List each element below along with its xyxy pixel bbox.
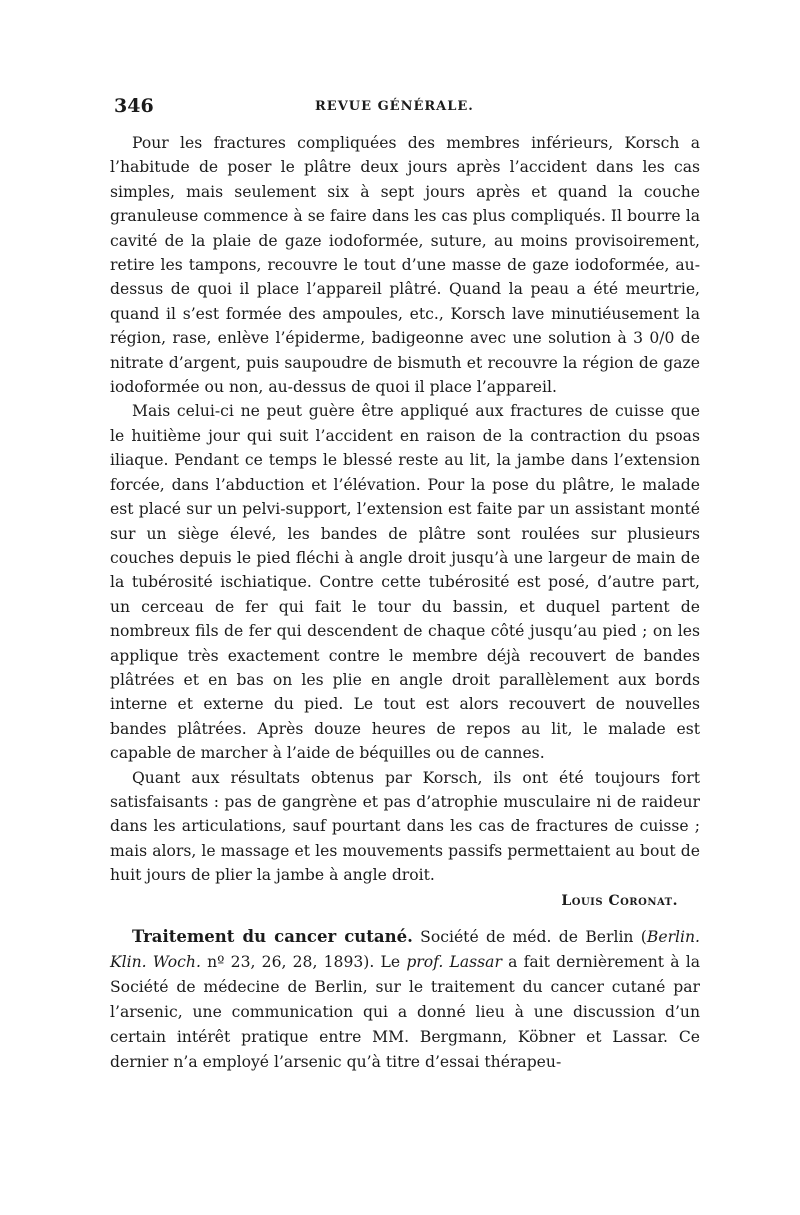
author-signature [110,888,678,914]
speaker-name: Lassar [449,952,502,971]
second-article [110,924,700,1075]
source-lead: Société de méd. de Berlin ( [412,927,647,946]
page-number: 346 [114,95,154,117]
source-issue: nº 23, 26, 28, 1893). Le [200,952,407,971]
source-journal: Berlin. Klin. Woch. [110,927,700,971]
paragraph: Pour les fractures compliquées des membres inférieurs, Korsch a l’habitude de poser le plâtre deux jours après l’accident dans les cas simples, mais seulement six à sept jours après et quand la couche granuleuse commence à se faire dans les cas plus compliqués. Il bourre la cavité de la plaie de gaze iodoformée, suture, au moins provisoirement, retire les tampons, recouvre le tout d’une masse de gaze iodoformée, au-dessus de quoi il place l’appareil plâtré. Quand la peau a été meurtrie, quand il s’est formée des ampoules, etc., Korsch lave minutiéusement la région, rase, enlève l’épiderme, badigeonne avec une solution à 3 0/0 de nitrate d’argent, puis saupoudre de bismuth et recouvre la région de gaze iodoformée ou non, au-dessus de quoi il place l’appareil. [110,134,700,397]
article-title: Traitement du cancer cutané. [132,926,413,946]
page [110,95,700,1075]
article-body [110,131,700,888]
paragraph [110,924,700,1075]
paragraph: Quant aux résultats obtenus par Korsch, ils ont été toujours fort satisfaisants : pas de gangrène et pas d’atrophie musculaire ni de raideur dans les articulations, sauf pourtant dans les cas de fractures de cuisse ; mais alors, le massage et les mouvements passifs permettaient au bout de huit jours de plier la jambe à angle droit. [110,768,700,885]
speaker-title: prof. [406,952,444,971]
paragraph: Mais celui-ci ne peut guère être appliqué aux fractures de cuisse que le huitième jour qui suit l’accident en raison de la contraction du psoas iliaque. Pendant ce temps le blessé reste au lit, la jambe dans l’extension forcée, dans l’abduction et l’élévation. Pour la pose du plâtre, le malade est placé sur un pelvi-support, l’extension est faite par un assistant monté sur un siège élevé, les bandes de plâtre sont roulées sur plusieurs couches depuis le pied fléchi à angle droit jusqu’à une largeur de main de la tubérosité ischiatique. Contre cette tubérosité est posé, d’autre part, un cerceau de fer qui fait le tour du bassin, et duquel partent de nombreux fils de fer qui descendent de chaque côté jusqu’au pied ; on les applique très exactement contre le membre déjà recouvert de bandes plâtrées et en bas on les plie en angle droit parallèlement aux bords interne et externe du pied. Le tout est alors recouvert de nouvelles bandes plâtrées. Après douze heures de repos au lit, le malade est capable de marcher à l’aide de béquilles ou de cannes. [110,402,700,763]
journal-title: REVUE GÉNÉRALE. [315,99,474,114]
author-name: Louis Coronat. [561,892,678,909]
article-text: a fait dernièrement à la Société de médecine de Berlin, sur le traitement du cancer cutané par l’arsenic, une communication qui a donné lieu à une discussion d’un certain intérêt pratique entre MM. Bergmann, Köbner et Lassar. Ce dernier n’a employé l’arsenic qu’à titre d’essai thérapeu- [110,952,701,1071]
running-head [110,95,700,125]
